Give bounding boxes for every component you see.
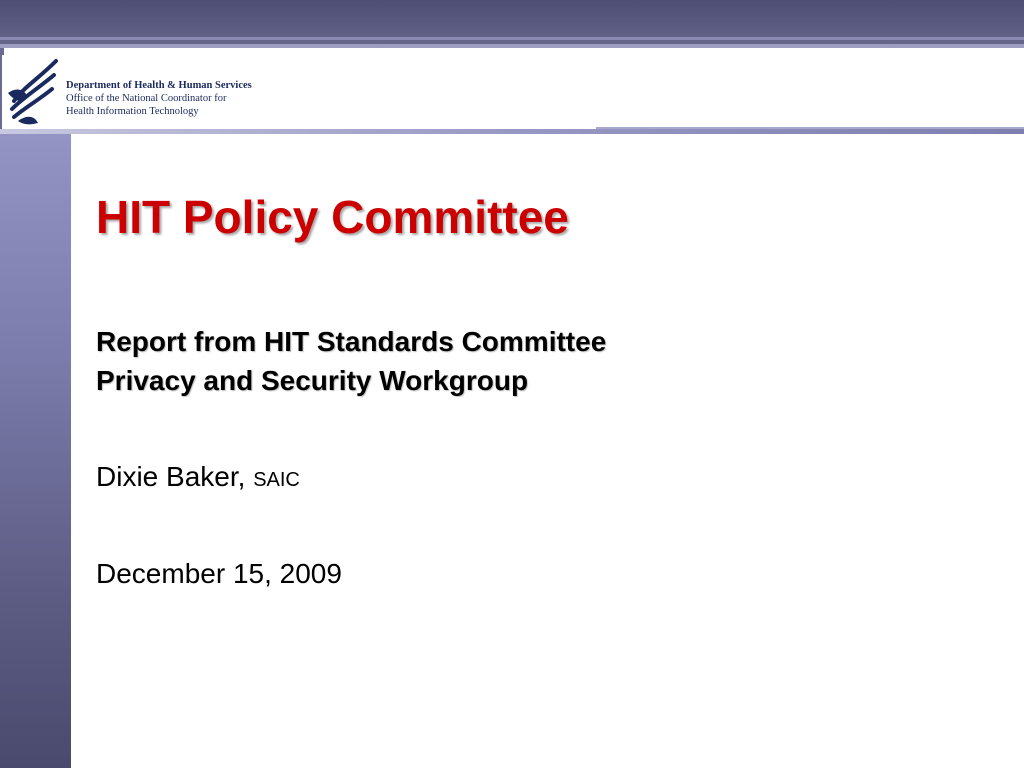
- top-banner: [0, 0, 1024, 48]
- org-name-office: Office of the National Coordinator for: [66, 93, 227, 104]
- subtitle-line-1: Report from HIT Standards Committee: [96, 326, 607, 357]
- organization-name: [66, 79, 252, 118]
- banner-stripe: [0, 37, 1024, 40]
- header-divider: [0, 129, 1024, 134]
- banner-stripe-lower: [0, 44, 1024, 48]
- slide-title: HIT Policy Committee: [96, 191, 569, 243]
- presenter-organization: SAIC: [253, 469, 300, 491]
- left-sidebar-gradient: [0, 134, 71, 768]
- hhs-eagle-icon: [4, 57, 62, 127]
- presenter-name: Dixie Baker,: [96, 461, 246, 492]
- subtitle-line-2: Privacy and Security Workgroup: [96, 365, 529, 396]
- org-name-hit: Health Information Technology: [66, 106, 199, 117]
- slide-subtitle: [96, 322, 606, 400]
- org-name-department: Department of Health & Human Services: [66, 80, 252, 91]
- presenter: [96, 461, 300, 493]
- presentation-date: December 15, 2009: [96, 558, 342, 589]
